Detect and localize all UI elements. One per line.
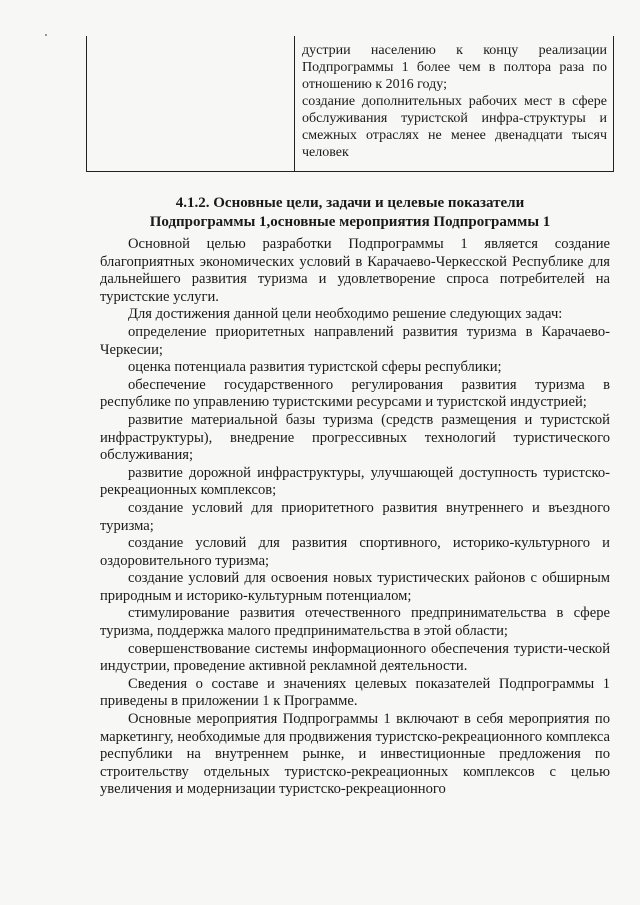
task-item: развитие материальной базы туризма (средств размещения и туристской инфраструктуры), внедрение прогрессивных технологий туристического обслуживания;	[100, 411, 610, 464]
paragraph: Основные мероприятия Подпрограммы 1 включают в себя мероприятия по маркетингу, необходимые для продвижения туристско-рекреационного комплекса республики на внутреннем рынке, и инвестиционные предложения по строительству отдельных туристско-рекреационных комплексов с целью увеличения и модернизации туристско-рекреационного	[100, 711, 610, 798]
task-item: создание условий для приоритетного развития внутреннего и въездного туризма;	[100, 499, 610, 534]
table-text-line: создание дополнительных рабочих мест в сфере обслуживания туристской инфра-структуры и смежных отраслях не менее двенадцати тысяч человек	[302, 94, 607, 160]
goals-table-fragment	[86, 36, 614, 172]
table-text-line: дустрии населению к концу реализации Подпрограммы 1 более чем в полтора раза по отношению к 2016 году;	[302, 43, 607, 92]
body-text	[100, 236, 610, 799]
task-item: оценка потенциала развития туристской сферы республики;	[128, 359, 502, 376]
task-item: стимулирование развития отечественного предпринимательства в сфере туризма, поддержка малого предпринимательства в этой области;	[100, 605, 610, 640]
paragraph: Для достижения данной цели необходимо решение следующих задач:	[128, 306, 563, 323]
task-item: создание условий для развития спортивного, историко-культурного и оздоровительного туризма;	[100, 535, 610, 569]
table-empty-cell	[87, 36, 295, 171]
task-item: создание условий для освоения новых туристических районов с обширным природным и историко-культурным потенциалом;	[100, 570, 610, 604]
paragraph: Сведения о составе и значениях целевых показателей Подпрограммы 1 приведены в приложении 1 к Программе.	[100, 675, 610, 710]
heading-line-1: 4.1.2. Основные цели, задачи и целевые показатели	[175, 195, 525, 211]
scan-speck	[45, 34, 47, 36]
section-heading	[80, 194, 620, 232]
task-item: определение приоритетных направлений развития туризма в Карачаево-Черкесии;	[100, 323, 610, 358]
task-item: обеспечение государственного регулирования развития туризма в республике по управлению туристскими ресурсами и туристской индустрией;	[100, 376, 610, 411]
task-item: развитие дорожной инфраструктуры, улучшающей доступность туристско-рекреационных комплексов;	[100, 464, 610, 499]
table-text-cell	[295, 36, 613, 171]
task-item: совершенствование системы информационного обеспечения туристи-ческой индустрии, проведение активной рекламной деятельности.	[100, 640, 610, 675]
heading-line-2: Подпрограммы 1,основные мероприятия Подпрограммы 1	[149, 214, 551, 230]
paragraph: Основной целью разработки Подпрограммы 1 является создание благоприятных экономических условий в Карачаево-Черкесской Республике для дальнейшего развития туризма и удовлетворение спроса потребителей на туристские услуги.	[100, 236, 610, 305]
